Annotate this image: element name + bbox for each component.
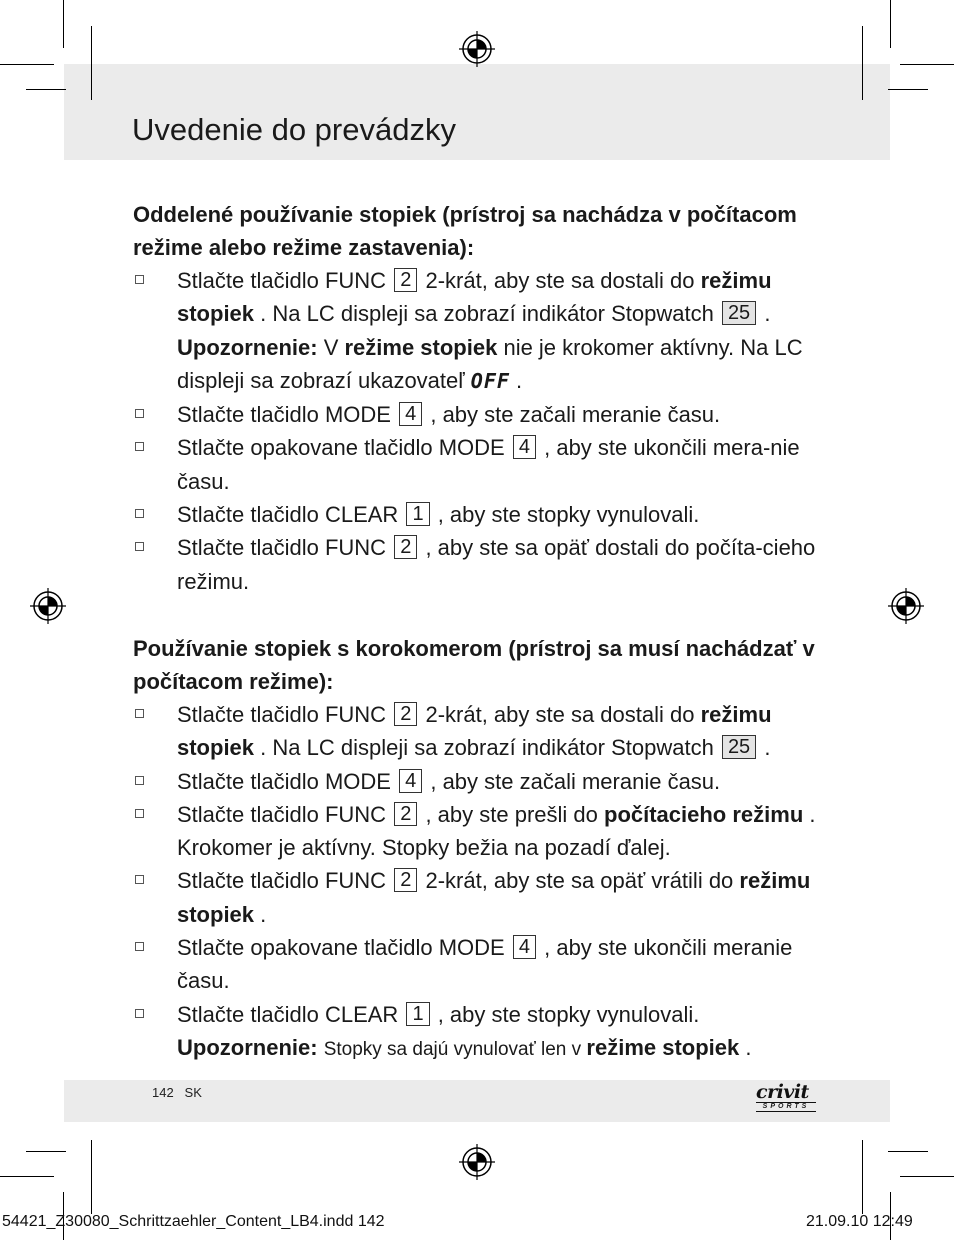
checkbox-bullet-icon	[135, 275, 144, 284]
list-item: Stlačte tlačidlo MODE 4 , aby ste začali meranie času.	[133, 765, 833, 798]
list-item: Stlačte tlačidlo FUNC 2 2-krát, aby ste sa opäť vrátili do režimu stopiek .	[133, 864, 833, 931]
crop-mark	[890, 0, 891, 48]
button-reference: 4	[513, 435, 536, 459]
checkbox-bullet-icon	[135, 509, 144, 518]
checkbox-bullet-icon	[135, 942, 144, 951]
crop-mark	[26, 89, 66, 90]
crop-mark	[0, 64, 54, 65]
checkbox-bullet-icon	[135, 776, 144, 785]
button-reference: 2	[394, 535, 417, 559]
button-reference: 2	[394, 802, 417, 826]
page-number: 142	[152, 1085, 174, 1100]
page-title: Uvedenie do prevádzky	[132, 112, 456, 147]
checkbox-bullet-icon	[135, 709, 144, 718]
crivit-logo: crivit SPORTS	[756, 1082, 822, 1120]
button-reference: 2	[394, 268, 417, 292]
list-item: Stlačte tlačidlo CLEAR 1 , aby ste stopky vynulovali. Upozornenie: Stopky sa dajú vynulovať len v režime stopiek .	[133, 998, 833, 1067]
button-reference: 4	[399, 769, 422, 793]
list-item: Stlačte tlačidlo MODE 4 , aby ste začali meranie času.	[133, 398, 833, 431]
list-item: Stlačte tlačidlo FUNC 2 , aby ste prešli do počítacieho režimu . Krokomer je aktívny. Stopky bežia na pozadí ďalej.	[133, 798, 833, 865]
registration-mark-icon	[30, 588, 66, 624]
language-code: SK	[184, 1085, 202, 1100]
section-stopwatch-with-pedometer	[133, 632, 833, 1066]
crop-mark	[888, 1151, 928, 1152]
list-item: Stlačte tlačidlo CLEAR 1 , aby ste stopky vynulovali.	[133, 498, 833, 531]
crop-mark	[862, 1140, 863, 1214]
registration-mark-icon	[459, 1144, 495, 1180]
crop-mark	[0, 1176, 54, 1177]
lcd-off-indicator: OFF	[470, 368, 510, 393]
crop-mark	[888, 89, 928, 90]
crop-mark	[862, 26, 863, 100]
list-item: Stlačte tlačidlo FUNC 2 2-krát, aby ste sa dostali do režimu stopiek . Na LC displeji sa zobrazí indikátor Stopwatch 25 .	[133, 698, 833, 765]
print-slug-file: 54421_Z30080_Schrittzaehler_Content_LB4.indd 142	[2, 1213, 385, 1230]
button-reference: 2	[394, 702, 417, 726]
list-item: Stlačte opakovane tlačidlo MODE 4 , aby ste ukončili meranie času.	[133, 931, 833, 998]
checkbox-bullet-icon	[135, 809, 144, 818]
checkbox-bullet-icon	[135, 542, 144, 551]
button-reference: 4	[513, 935, 536, 959]
button-reference: 1	[406, 1002, 429, 1026]
display-reference: 25	[722, 301, 756, 325]
crop-mark	[91, 1140, 92, 1214]
button-reference: 1	[406, 502, 429, 526]
button-reference: 4	[399, 402, 422, 426]
checkbox-bullet-icon	[135, 442, 144, 451]
crop-mark	[63, 0, 64, 48]
list-item: Stlačte tlačidlo FUNC 2 2-krát, aby ste sa dostali do režimu stopiek . Na LC displeji sa zobrazí indikátor Stopwatch 25 . Upozornenie: V režime stopiek nie je krokomer aktívny. Na LC displeji sa zobrazí ukazovateľ OFF .	[133, 264, 833, 398]
section-heading: Používanie stopiek s korokomerom (prístroj sa musí nachádzať v počítacom režime):	[133, 636, 815, 694]
section-separate-stopwatch	[133, 198, 833, 598]
page-footer	[152, 1085, 202, 1100]
checkbox-bullet-icon	[135, 875, 144, 884]
checkbox-bullet-icon	[135, 1009, 144, 1018]
section-heading: Oddelené používanie stopiek (prístroj sa nachádza v počítacom režime alebo režime zastavenia):	[133, 202, 797, 260]
list-item: Stlačte opakovane tlačidlo MODE 4 , aby ste ukončili mera-nie času.	[133, 431, 833, 498]
checkbox-bullet-icon	[135, 409, 144, 418]
instruction-list	[133, 264, 833, 598]
instruction-list	[133, 698, 833, 1066]
registration-mark-icon	[888, 588, 924, 624]
list-item: Stlačte tlačidlo FUNC 2 , aby ste sa opäť dostali do počíta-cieho režimu.	[133, 531, 833, 598]
crop-mark	[26, 1151, 66, 1152]
crop-mark	[900, 1176, 954, 1177]
crop-mark	[900, 64, 954, 65]
registration-mark-icon	[459, 31, 495, 67]
crop-mark	[91, 26, 92, 100]
button-reference: 2	[394, 868, 417, 892]
print-slug-datetime: 21.09.10 12:49	[806, 1213, 913, 1230]
display-reference: 25	[722, 735, 756, 759]
